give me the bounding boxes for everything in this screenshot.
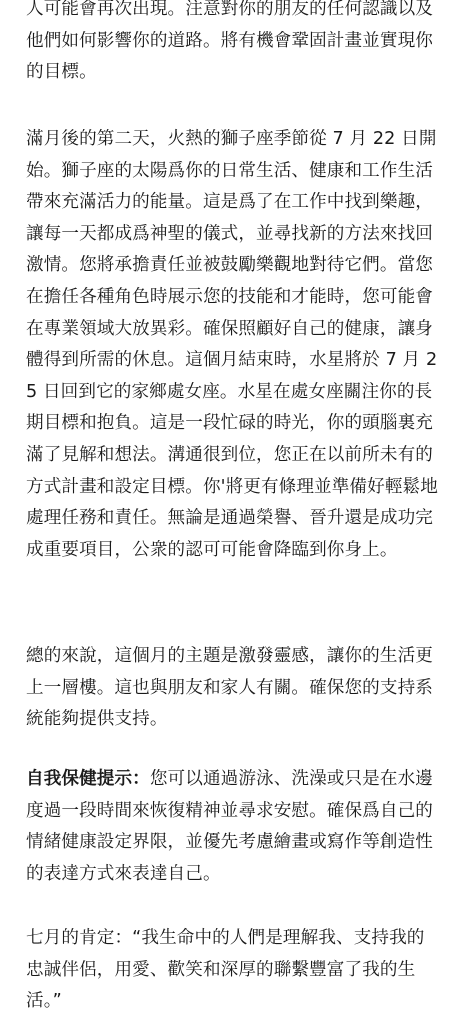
paragraph-intro: 人可能會再次出現。注意對你的朋友的任何認識以及他們如何影響你的道路。將有機會鞏固計畫並實現你的目標。 [26, 0, 433, 83]
paragraph-self-care [26, 764, 442, 890]
paragraph-affirmation: 七月的肯定：“我生命中的人們是理解我、支持我的忠誠伴侶，用愛、歡笑和深厚的聯繫豐富了我的生活。” [26, 928, 425, 1012]
self-care-text: 您可以通過游泳、洗澡或只是在水邊度過一段時間來恢復精神並尋求安慰。確保爲自己的情緒健康設定界限，並優先考慮繪畫或寫作等創造性的表達方式來表達自己。 [26, 769, 433, 884]
paragraph-leo-season: 滿月後的第二天，火熱的獅子座季節從 7 月 22 日開始。獅子座的太陽爲你的日常生活、健康和工作生活帶來充滿活力的能量。這是爲了在工作中找到樂趣，讓每一天都成爲神聖的儀式，並尋找新的方法來找回激情。您將承擔責任並被鼓勵樂觀地對待它們。當您在擔任各種角色時展示您的技能和才能時，您可能會在專業領域大放異彩。確保照顧好自己的健康，讓身體得到所需的休息。這個月結束時，水星將於 7 月 25 日回到它的家鄉處女座。水星在處女座關注你的長期目標和抱負。這是一段忙碌的時光，你的頭腦裏充滿了見解和想法。溝通很到位，您正在以前所未有的方式計畫和設定目標。你'將更有條理並準備好輕鬆地處理任務和責任。無論是通過榮譽、晉升還是成功完成重要項目，公衆的認可可能會降臨到你身上。 [26, 129, 438, 560]
paragraph-summary: 總的來說，這個月的主題是激發靈感，讓你的生活更上一層樓。這也與朋友和家人有關。確保您的支持系統能夠提供支持。 [26, 646, 433, 730]
self-care-label: 自我保健提示： [26, 769, 150, 789]
